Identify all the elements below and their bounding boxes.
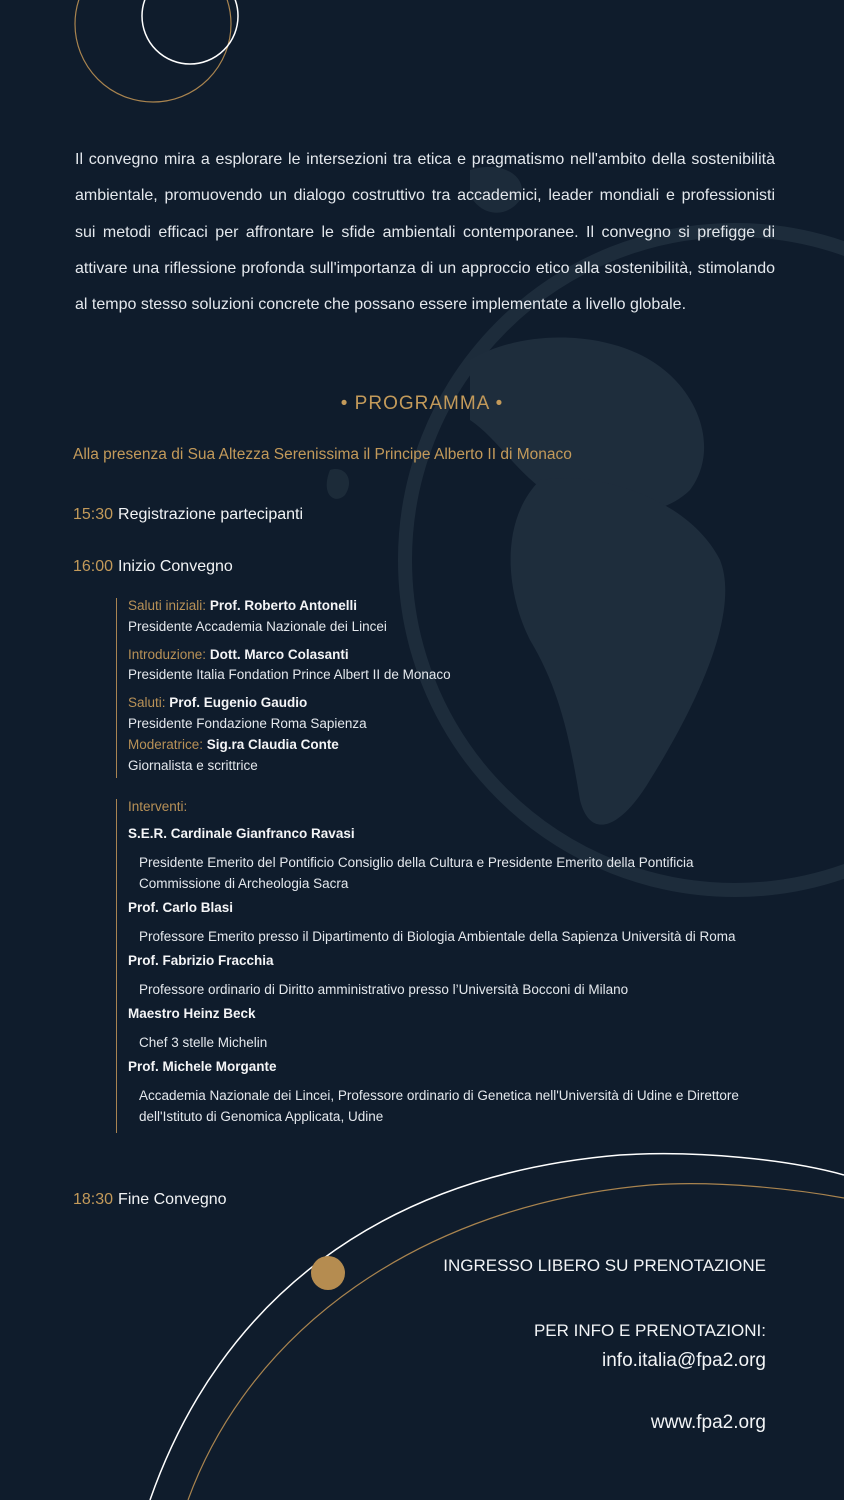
top-gold-circle-icon — [75, 0, 231, 102]
schedule-item-fine — [73, 1191, 227, 1209]
interventi-block — [116, 799, 769, 1133]
presence-note: Alla presenza di Sua Altezza Serenissima il Principe Alberto II di Monaco — [73, 446, 572, 463]
opening-title: Presidente Italia Fondation Prince Albert II de Monaco — [128, 667, 451, 683]
schedule-time: 18:30 — [73, 1191, 114, 1208]
programma-heading: • PROGRAMMA • — [340, 393, 504, 414]
bottom-gold-arc-icon — [188, 1184, 844, 1500]
schedule-item-inizio — [73, 558, 233, 576]
speaker-name: Maestro Heinz Beck — [128, 1005, 256, 1021]
schedule-time: 16:00 — [73, 558, 114, 575]
opening-title: Presidente Accademia Nazionale dei Lincei — [128, 618, 387, 634]
opening-entry — [128, 647, 451, 668]
website-link[interactable]: www.fpa2.org — [650, 1412, 766, 1433]
schedule-label: Registrazione partecipanti — [118, 506, 304, 523]
speaker-name: Prof. Fabrizio Fracchia — [128, 952, 274, 968]
opening-entry — [128, 737, 451, 758]
speaker-desc: Presidente Emerito del Pontificio Consiglio della Cultura e Presidente Emerito della Pontificia Commissione di Archeologia Sacra — [139, 854, 694, 891]
schedule-item-registrazione — [73, 506, 303, 524]
opening-block — [116, 598, 451, 778]
speaker-name: Prof. Carlo Blasi — [128, 899, 234, 915]
interventi-label: Interventi: — [128, 799, 188, 814]
opening-entry — [128, 598, 451, 619]
opening-role: Introduzione: — [128, 646, 207, 662]
gold-dot-icon — [311, 1256, 345, 1290]
speaker-desc: Accademia Nazionale dei Lincei, Professore ordinario di Genetica nell'Università di Udine e Direttore dell'Istituto di Genomica Applicata, Udine — [139, 1087, 739, 1124]
speaker-desc: Professore ordinario di Diritto amministrativo presso l’Università Bocconi di Milano — [139, 981, 629, 997]
opening-name: Prof. Eugenio Gaudio — [169, 695, 308, 711]
opening-entry — [128, 695, 451, 716]
speaker-name: Prof. Michele Morgante — [128, 1058, 277, 1074]
entry-note: INGRESSO LIBERO SU PRENOTAZIONE — [443, 1256, 766, 1275]
schedule-label: Fine Convegno — [118, 1191, 227, 1208]
top-white-circle-icon — [142, 0, 238, 64]
intro-paragraph: Il convegno mira a esplorare le intersezioni tra etica e pragmatismo nell'ambito della sostenibilità ambientale, promuovendo un dialogo costruttivo tra accademici, leader mondiali e professionisti sui metodi efficaci per affrontare le sfide ambientali contemporanee. Il convegno si prefigge di attivare una riflessione profonda sull'importanza di un approccio etico alla sostenibilità, stimolando al tempo stesso soluzioni concrete che possano essere implementate a livello globale. — [75, 151, 775, 314]
schedule-label: Inizio Convegno — [118, 558, 233, 575]
opening-role: Moderatrice: — [128, 736, 204, 752]
opening-role: Saluti: — [128, 695, 166, 711]
email-link[interactable]: info.italia@fpa2.org — [602, 1350, 766, 1371]
opening-title: Presidente Fondazione Roma Sapienza — [128, 715, 367, 731]
schedule-time: 15:30 — [73, 506, 114, 523]
opening-title: Giornalista e scrittrice — [128, 757, 258, 773]
opening-role: Saluti iniziali: — [128, 598, 207, 613]
speaker-name: S.E.R. Cardinale Gianfranco Ravasi — [128, 825, 355, 841]
opening-name: Dott. Marco Colasanti — [209, 646, 349, 662]
info-label: PER INFO E PRENOTAZIONI: — [533, 1321, 766, 1340]
speaker-desc: Professore Emerito presso il Dipartimento di Biologia Ambientale della Sapienza Università di Roma — [139, 928, 736, 944]
opening-name: Sig.ra Claudia Conte — [206, 736, 339, 752]
opening-name: Prof. Roberto Antonelli — [209, 598, 358, 613]
speaker-desc: Chef 3 stelle Michelin — [139, 1034, 268, 1050]
